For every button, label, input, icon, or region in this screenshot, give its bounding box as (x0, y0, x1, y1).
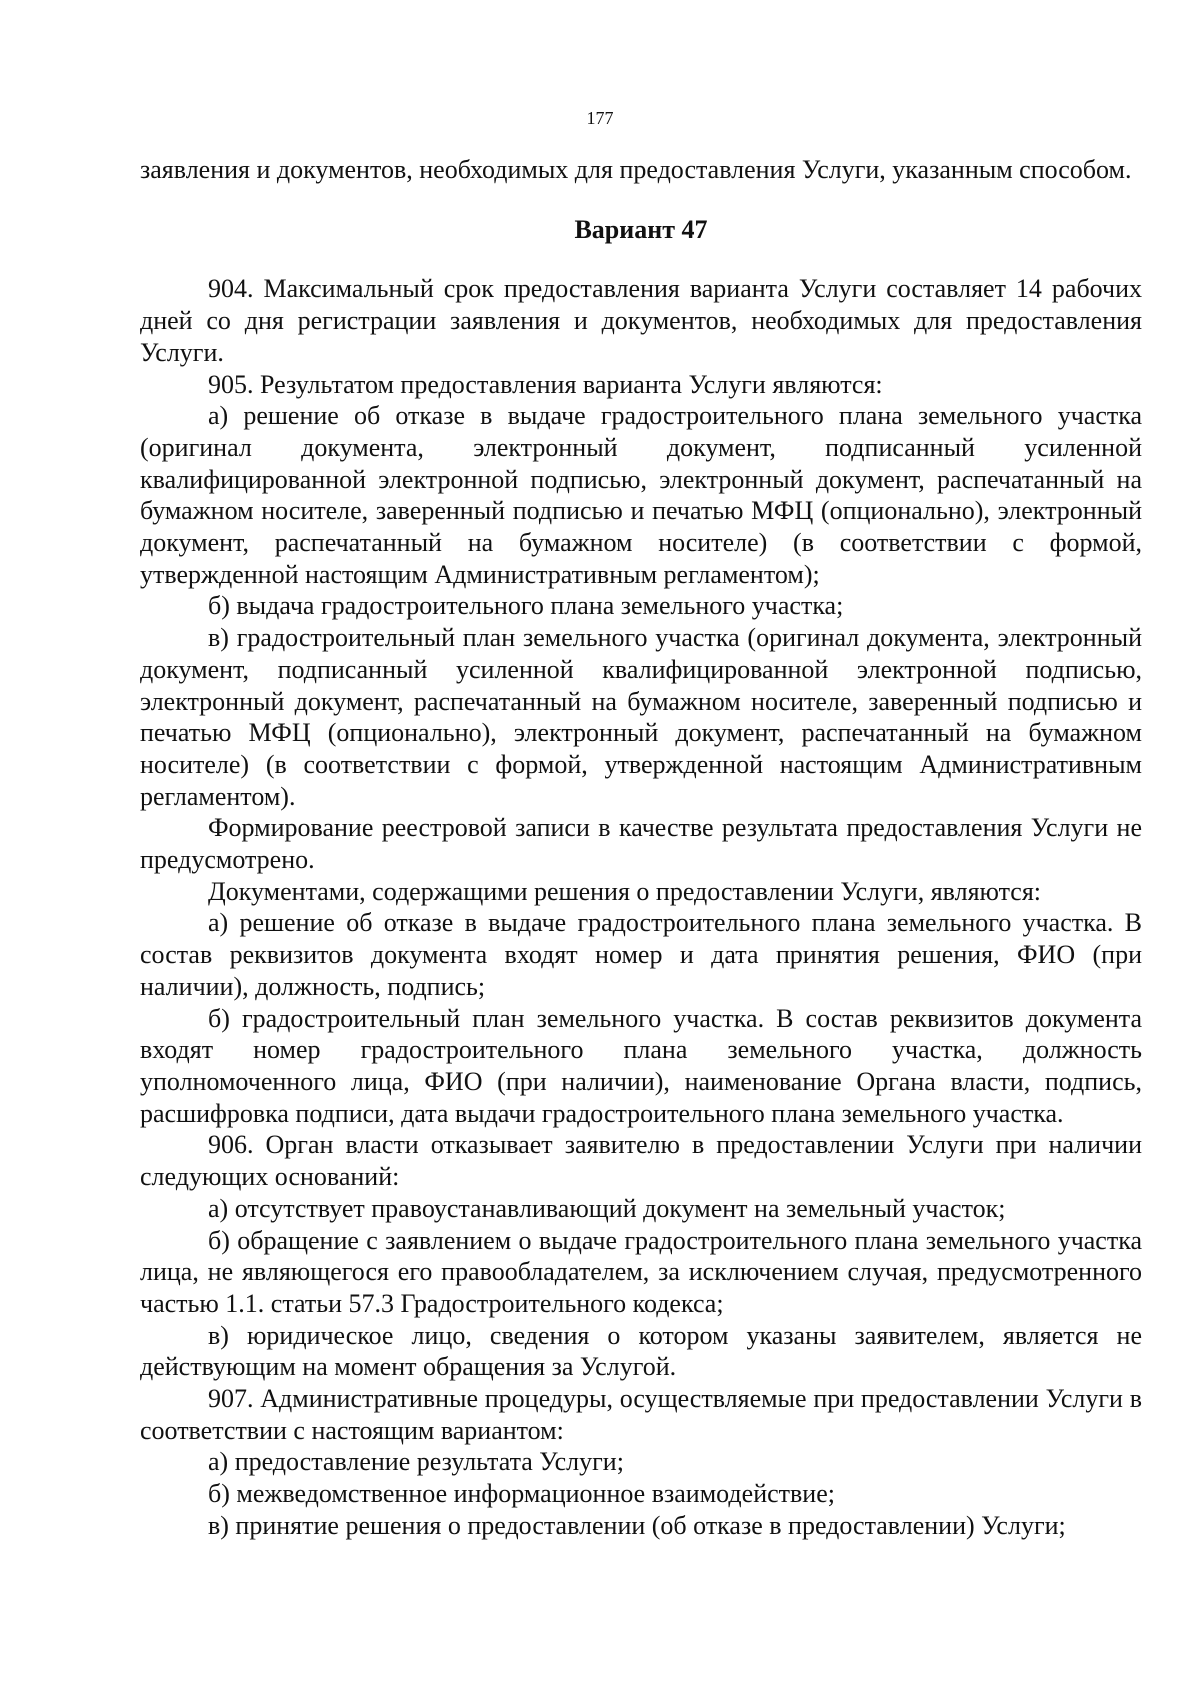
paragraph-decision-b: б) градостроительный план земельного участка. В состав реквизитов документа входят номер градостроительного плана земельного участка, должность уполномоченного лица, ФИО (при наличии), наименование Органа власти, подпись, расшифровка подписи, дата выдачи градостроительного плана земельного участка. (140, 1003, 1142, 1128)
paragraph-registry-record: Формирование реестровой записи в качестве результата предоставления Услуги не предусмотрено. (140, 813, 1142, 875)
paragraph-905-a: а) решение об отказе в выдаче градостроительного плана земельного участка (оригинал документа, электронный документ, подписанный усиленной квалифицированной электронной подписью, электронный документ, распечатанный на бумажном носителе, заверенный подписью и печатью МФЦ (опционально), электронный документ, распечатанный на бумажном носителе) (в соответствии с формой, утвержденной настоящим Административным регламентом); (140, 401, 1142, 589)
paragraph-906-v: в) юридическое лицо, сведения о котором указаны заявителем, является не действующим на момент обращения за Услугой. (140, 1320, 1142, 1382)
paragraph-907-v: в) принятие решения о предоставлении (об отказе в предоставлении) Услуги; (208, 1510, 1066, 1540)
section-heading: Вариант 47 (574, 214, 708, 244)
paragraph-906: 906. Орган власти отказывает заявителю в предоставлении Услуги при наличии следующих оснований: (140, 1130, 1142, 1192)
paragraph-905-v: в) градостроительный план земельного участка (оригинал документа, электронный документ, подписанный усиленной квалифицированной электронной подписью, электронный документ, распечатанный на бумажном носителе, заверенный подписью и печатью МФЦ (опционально), электронный документ, распечатанный на бумажном носителе) (в соответствии с формой, утвержденной настоящим Административным регламентом). (140, 623, 1142, 811)
paragraph-decision-a: а) решение об отказе в выдаче градостроительного плана земельного участка. В состав реквизитов документа входят номер и дата принятия решения, ФИО (при наличии), должность, подпись; (140, 908, 1142, 1001)
paragraph-907-a: а) предоставление результата Услуги; (208, 1447, 624, 1477)
page-number: 177 (586, 108, 614, 128)
paragraph-continuation: заявления и документов, необходимых для предоставления Услуги, указанным способом. (140, 155, 1132, 184)
paragraph-906-b: б) обращение с заявлением о выдаче градостроительного плана земельного участка лица, не являющегося его правообладателем, за исключением случая, предусмотренного частью 1.1. статьи 57.3 Градостроительного кодекса; (140, 1225, 1142, 1318)
paragraph-decision-documents: Документами, содержащими решения о предоставлении Услуги, являются: (208, 876, 1042, 906)
paragraph-904: 904. Максимальный срок предоставления варианта Услуги составляет 14 рабочих дней со дня регистрации заявления и документов, необходимых для предоставления Услуги. (140, 274, 1142, 367)
paragraph-907: 907. Административные процедуры, осуществляемые при предоставлении Услуги в соответствии с настоящим вариантом: (140, 1384, 1142, 1445)
paragraph-907-b: б) межведомственное информационное взаимодействие; (208, 1479, 835, 1509)
paragraph-905: 905. Результатом предоставления варианта Услуги являются: (208, 369, 883, 399)
document-body (140, 154, 1142, 1542)
paragraph-905-b: б) выдача градостроительного плана земельного участка; (208, 591, 844, 621)
paragraph-906-a: а) отсутствует правоустанавливающий документ на земельный участок; (208, 1193, 1006, 1223)
